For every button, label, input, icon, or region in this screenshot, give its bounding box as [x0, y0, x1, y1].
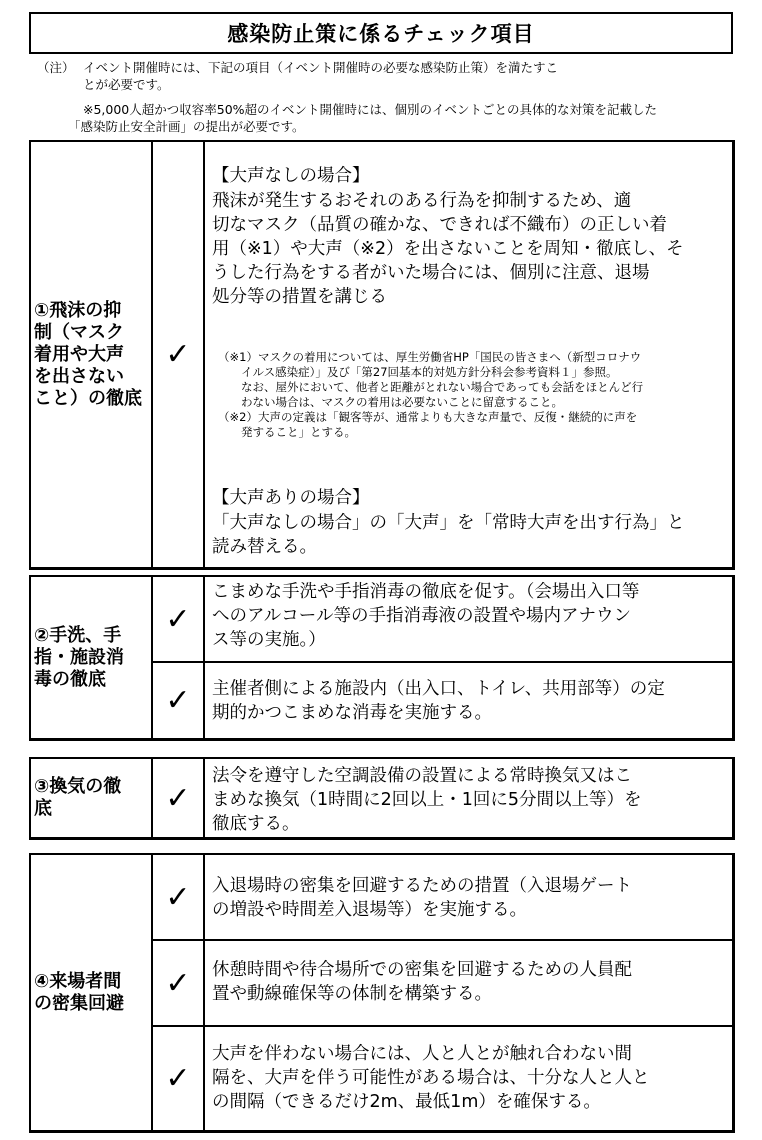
check-icon: ✓	[153, 577, 205, 661]
entry-exit-item: 入退場時の密集を回避するための措置（入退場ゲート の増設や時間差入退場等）を実施する。	[212, 876, 632, 920]
page-title: 感染防止策に係るチェック項目	[29, 12, 733, 54]
voice-text: 「大声なしの場合」の「大声」を「常時大声を出す行為」と 読み替える。	[212, 513, 685, 557]
ventilation-item: 法令を遵守した空調設備の設置による常時換気又はこ まめな換気（1時間に2回以上・1回に5分間以上等）を 徹底する。	[212, 766, 642, 834]
note-line-3: ※5,000人超かつ収容率50%超のイベント開催時には、個別のイベントごとの具体的な対策を記載した	[83, 102, 658, 117]
section-droplet-suppression	[29, 140, 735, 570]
note-label: （注）	[37, 60, 75, 75]
check-icon: ✓	[153, 759, 205, 837]
section-crowd-avoidance	[29, 853, 735, 1133]
section-label: ④来場者間 の密集回避	[31, 855, 153, 1130]
section-hand-sanitizing	[29, 575, 735, 741]
spacing-item: 大声を伴わない場合には、人と人とが触れ合わない間 隔を、大声を伴う可能性がある場合は、十分な人と人と の間隔（できるだけ2m、最低1m）を確保する。	[212, 1044, 650, 1112]
hand-wash-item: こまめな手洗や手指消毒の徹底を促す。（会場出入口等 へのアルコール等の手指消毒液の設置や場内アナウン ス等の実施。）	[212, 582, 640, 650]
check-icon: ✓	[153, 1027, 205, 1130]
note-line-1: イベント開催時には、下記の項目（イベント開催時の必要な感染防止策）を満たすこ	[83, 60, 559, 75]
check-icon: ✓	[153, 663, 205, 738]
row-divider	[153, 939, 732, 941]
no-voice-text: 飛沫が発生するおそれのある行為を抑制するため、適 切なマスク（品質の確かな、できれば不織布）の正しい着 用（※1）や大声（※2）を出さないことを周知・徹底し、そ うした行為をする者がいた場合には、個別に注意、退場 処分等の措置を講じる	[212, 191, 684, 307]
section-label: ①飛沫の抑 制（マスク 着用や大声 を出さない こと）の徹底	[31, 142, 153, 567]
check-icon: ✓	[153, 941, 205, 1025]
row-divider	[153, 661, 732, 663]
section-ventilation	[29, 757, 735, 840]
no-voice-heading: 【大声なしの場合】	[212, 166, 370, 186]
check-icon: ✓	[153, 142, 205, 567]
mask-footnote: （※1）マスクの着用については、厚生労働省HP「国民の皆さまへ（新型コロナウ イルス感染症）」及び「第27回基本的対処方針分科会参考資料１」参照。 なお、屋外において、他者と距離がとれない場合であっても会話をほとんど行 わない場合は、マスクの着用は必要ないことに留意すること。 （※2）大声の定義は「観客等が、通常よりも大きな声量で、反復・継続的に声を 発すること」とする。	[218, 350, 644, 439]
section-label: ②手洗、手 指・施設消 毒の徹底	[31, 577, 153, 738]
note-line-4: 「感染防止安全計画」の提出が必要です。	[68, 119, 305, 134]
check-icon: ✓	[153, 855, 205, 939]
waiting-area-item: 休憩時間や待合場所での密集を回避するための人員配 置や動線確保等の体制を構築する。	[212, 960, 632, 1004]
row-divider	[153, 1025, 732, 1027]
voice-heading: 【大声ありの場合】	[212, 488, 370, 508]
note-line-2: とが必要です。	[83, 77, 170, 92]
section-label: ③換気の徹 底	[31, 759, 153, 837]
disinfection-item: 主催者側による施設内（出入口、トイレ、共用部等）の定 期的かつこまめな消毒を実施する。	[212, 679, 665, 723]
